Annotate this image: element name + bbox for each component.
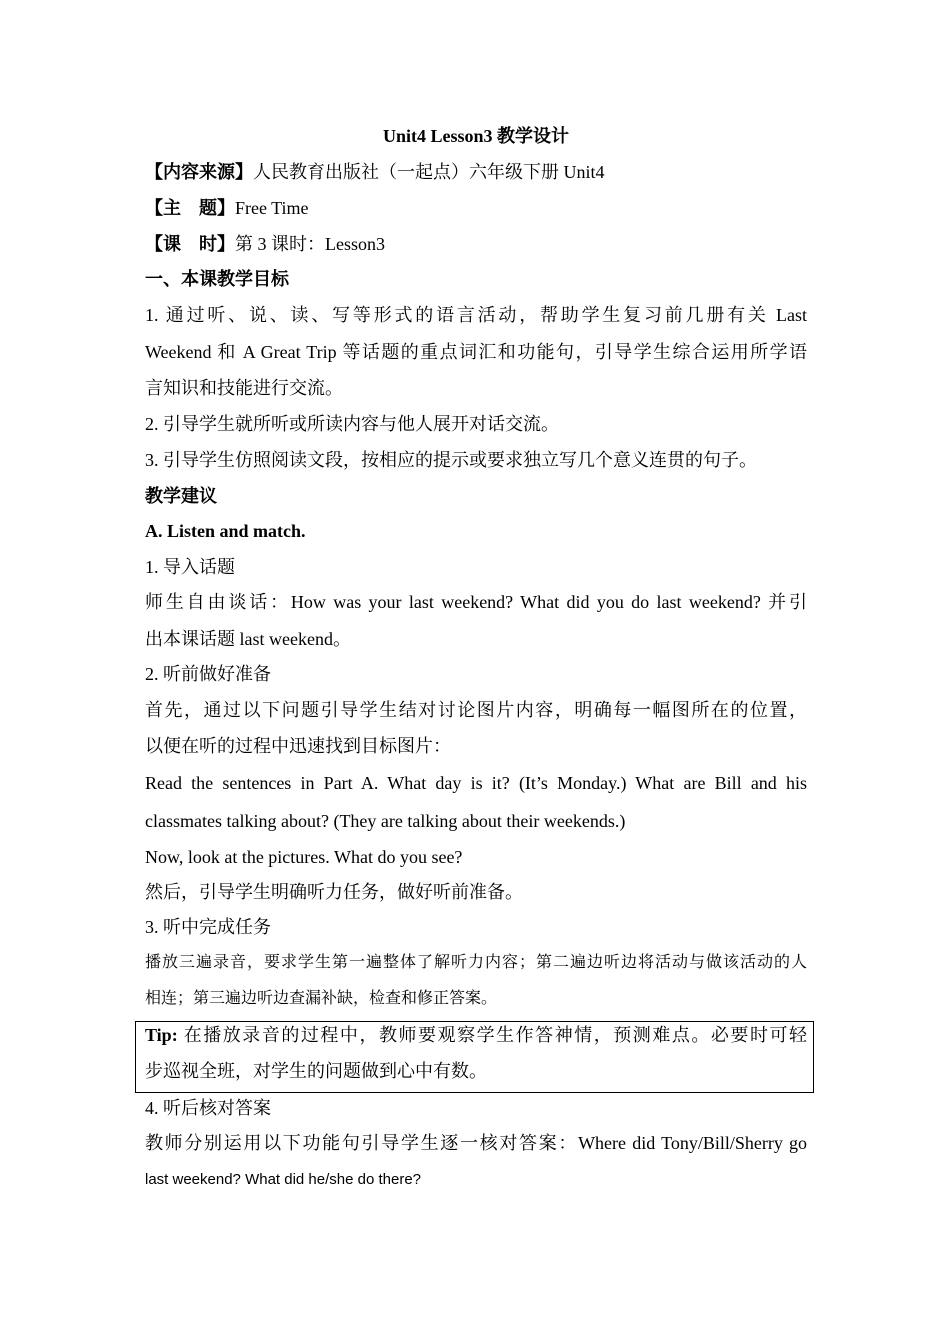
step-2-line-5: Now, look at the pictures. What do you see? bbox=[145, 847, 463, 867]
step-1-line-2: 出本课话题 last weekend。 bbox=[145, 629, 351, 649]
step-2-title: 2. 听前做好准备 bbox=[145, 664, 271, 684]
section-heading-goals: 一、本课教学目标 bbox=[145, 269, 289, 289]
source-line bbox=[145, 160, 807, 184]
step-4-line-2: last weekend? What did he/she do there? bbox=[145, 1171, 422, 1188]
goal-3: 3. 引导学生仿照阅读文段，按相应的提示或要求独立写几个意义连贯的句子。 bbox=[145, 450, 757, 470]
goal-1-line-3: 言知识和技能进行交流。 bbox=[145, 378, 343, 398]
tip-line-2: 步巡视全班，对学生的问题做到心中有数。 bbox=[145, 1061, 487, 1081]
topic-value: Free Time bbox=[235, 198, 309, 218]
step-2-line-2: 以便在听的过程中迅速找到目标图片： bbox=[145, 736, 451, 756]
period-label: 【课 时】 bbox=[145, 234, 235, 254]
step-2-line-1: 首先，通过以下问题引导学生结对讨论图片内容，明确每一幅图所在的位置， bbox=[145, 700, 807, 720]
step-3-line-2: 相连；第三遍边听边查漏补缺，检查和修正答案。 bbox=[145, 990, 498, 1007]
step-3-line-1: 播放三遍录音，要求学生第一遍整体了解听力内容；第二遍边听边将活动与做该活动的人 bbox=[145, 954, 807, 971]
topic-line bbox=[145, 196, 807, 220]
source-value: 人民教育出版社（一起点）六年级下册 Unit4 bbox=[253, 162, 605, 182]
step-4-title: 4. 听后核对答案 bbox=[145, 1098, 271, 1118]
part-a-heading: A. Listen and match. bbox=[145, 521, 306, 541]
step-3-title: 3. 听中完成任务 bbox=[145, 917, 271, 937]
goal-1-line-1: 1. 通过听、说、读、写等形式的语言活动，帮助学生复习前几册有关 Last bbox=[145, 305, 807, 325]
source-label: 【内容来源】 bbox=[145, 162, 253, 182]
goal-1-line-2: Weekend 和 A Great Trip 等话题的重点词汇和功能句，引导学生综合运用所学语 bbox=[145, 342, 807, 362]
step-1-line-1: 师生自由谈话：How was your last weekend? What did you do last weekend? 并引 bbox=[145, 592, 807, 612]
tip-label: Tip: bbox=[145, 1025, 178, 1045]
document-title: Unit4 Lesson3 教学设计 bbox=[382, 126, 570, 146]
goal-2: 2. 引导学生就所听或所读内容与他人展开对话交流。 bbox=[145, 414, 559, 434]
tip-text-1: 在播放录音的过程中，教师要观察学生作答神情，预测难点。必要时可轻 bbox=[183, 1025, 808, 1045]
topic-label: 【主 题】 bbox=[145, 198, 235, 218]
tip-line-1 bbox=[145, 1023, 807, 1047]
period-line bbox=[145, 232, 807, 256]
section-heading-suggestions: 教学建议 bbox=[145, 486, 217, 506]
step-4-line-1: 教师分别运用以下功能句引导学生逐一核对答案：Where did Tony/Bill/Sherry go bbox=[145, 1133, 807, 1153]
step-2-line-3: Read the sentences in Part A. What day is it? (It’s Monday.) What are Bill and his bbox=[145, 773, 807, 793]
step-1-title: 1. 导入话题 bbox=[145, 557, 235, 577]
step-2-line-6: 然后，引导学生明确听力任务，做好听前准备。 bbox=[145, 882, 523, 902]
period-value: 第 3 课时：Lesson3 bbox=[235, 234, 385, 254]
step-2-line-4: classmates talking about? (They are talking about their weekends.) bbox=[145, 811, 626, 831]
